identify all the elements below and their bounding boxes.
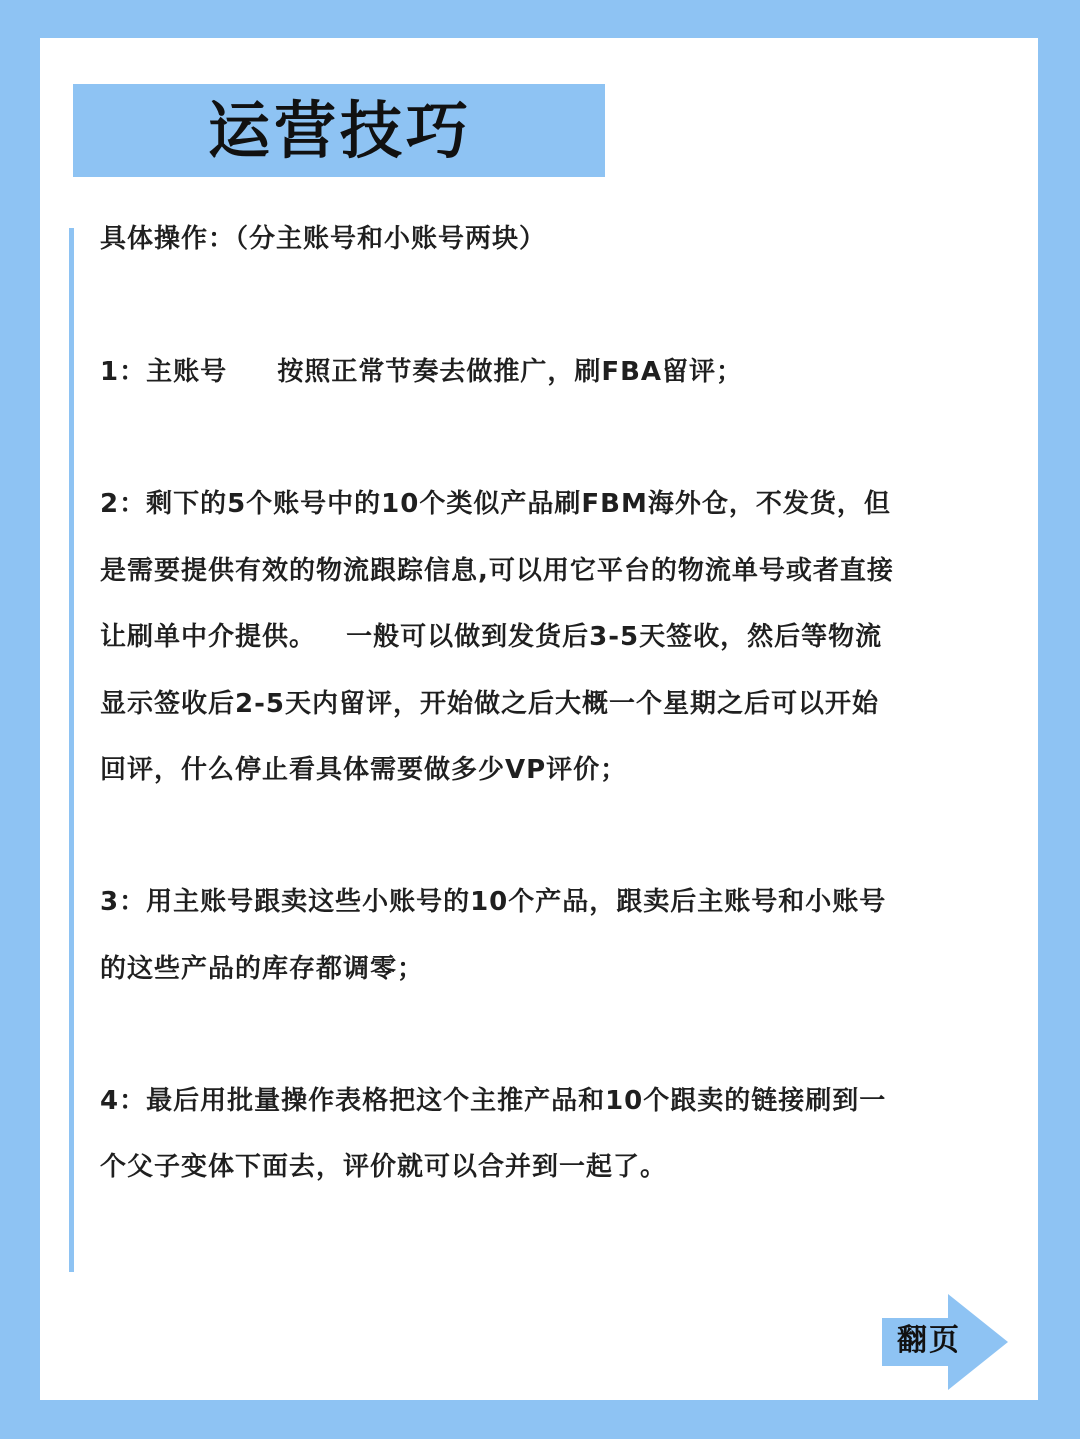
step-1-line: 1：主账号 按照正常节奏去做推广，刷FBA留评； [100,357,744,387]
intro-line: 具体操作：（分主账号和小账号两块） [100,224,547,254]
next-page-button[interactable]: 翻页 [897,1323,961,1358]
step-3-line-1: 3：用主账号跟卖这些小账号的10个产品，跟卖后主账号和小账号 [100,887,887,917]
step-3-line-2: 的这些产品的库存都调零； [100,954,425,984]
accent-line [69,228,74,1272]
page-title: 运营技巧 [208,94,473,167]
step-2-line-4: 显示签收后2-5天内留评，开始做之后大概一个星期之后可以开始 [100,689,879,719]
step-4-line-2: 个父子变体下面去，评价就可以合并到一起了。 [100,1152,668,1182]
step-2-line-5: 回评，什么停止看具体需要做多少VP评价； [100,755,628,785]
step-4-line-1: 4：最后用批量操作表格把这个主推产品和10个跟卖的链接刷到一 [100,1086,887,1116]
step-2-line-2: 是需要提供有效的物流跟踪信息,可以用它平台的物流单号或者直接 [100,556,894,586]
step-2-line-3: 让刷单中介提供。 一般可以做到发货后3-5天签收，然后等物流 [100,622,883,652]
step-2-line-1: 2：剩下的5个账号中的10个类似产品刷FBM海外仓，不发货，但 [100,489,891,519]
